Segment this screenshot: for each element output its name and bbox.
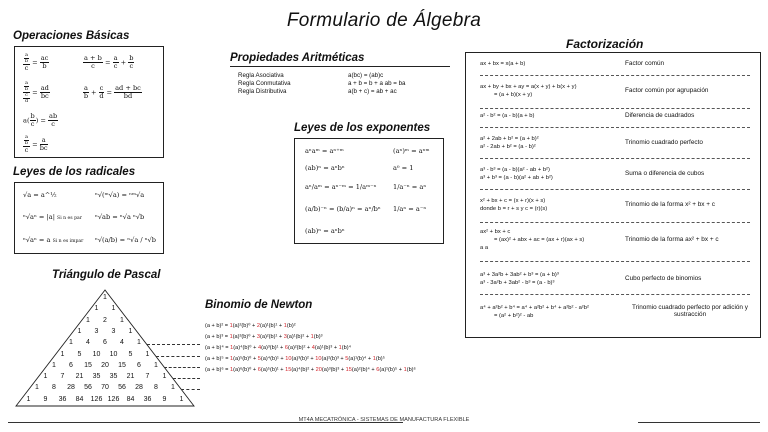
pascal-leader-line bbox=[147, 344, 200, 345]
factorization-divider bbox=[480, 127, 750, 128]
section-title-newton: Binomio de Newton bbox=[205, 299, 313, 311]
pascal-number: 36 bbox=[143, 395, 152, 403]
newton-term: (a)⁵(b)¹ + bbox=[260, 367, 286, 373]
pascal-number: 15 bbox=[118, 361, 126, 369]
factorization-formula: x² + bx + c = (x + r)(x + s) bbox=[480, 198, 546, 204]
rule-commutative-formula: a + b = b + a ab = ba bbox=[348, 80, 406, 87]
newton-coefficient: 1 bbox=[283, 323, 287, 329]
newton-coefficient: 10 bbox=[315, 356, 322, 362]
pascal-number: 5 bbox=[128, 350, 133, 358]
exponents-box bbox=[294, 138, 444, 244]
basic-formula-4: $\frac{a}{b}$ + $\frac{c}{d}$ = $\frac{ad + bc}{bd}$ bbox=[83, 84, 141, 100]
newton-term: (a)²(b)⁰ + bbox=[232, 323, 257, 329]
newton-term: (a)³(b)⁰ + bbox=[232, 334, 257, 340]
newton-coefficient: 1 bbox=[310, 334, 314, 340]
pascal-number: 1 bbox=[128, 327, 133, 335]
pascal-number: 1 bbox=[69, 339, 73, 347]
radical-law-2: ⁿ√(ᵐ√a) = ⁿᵐ√a bbox=[95, 191, 145, 199]
pascal-number: 1 bbox=[154, 361, 158, 369]
newton-term: (b)⁶ bbox=[406, 367, 416, 373]
rule-associative-formula: a(bc) = (ab)c bbox=[348, 72, 384, 79]
factorization-formula: a³ + 3a²b + 3ab² + b³ = (a + b)³ bbox=[480, 272, 559, 278]
basic-operations-box bbox=[14, 46, 164, 158]
newton-term: (a)⁴(b)¹ + bbox=[260, 356, 286, 362]
exponent-law-5: aⁿ/aᵐ = aⁿ⁻ᵐ = 1/aᵐ⁻ⁿ bbox=[305, 183, 377, 191]
factorization-method-name: Trinomio cuadrado perfecto bbox=[625, 139, 703, 146]
newton-term: (a + b)³ = bbox=[205, 334, 230, 340]
newton-term: (a + b)² = bbox=[205, 323, 230, 329]
basic-formula-1: $\frac{\frac{a}{b}}{c}$ = $\frac{ac}{b}$ bbox=[24, 52, 49, 72]
newton-term: (b)³ bbox=[313, 334, 323, 340]
newton-term: (b)⁵ bbox=[375, 356, 385, 362]
pascal-number: 8 bbox=[154, 384, 158, 392]
factorization-formula: donde b = r + s y c = (r)(s) bbox=[480, 206, 548, 212]
newton-coefficient: 1 bbox=[230, 345, 234, 351]
rule-distributive-formula: a(b + c) = ab + ac bbox=[348, 88, 397, 95]
basic-formula-2: $\frac{a + b}{c}$ = $\frac{a}{c}$ + $\frac{b}{c}$ bbox=[84, 54, 134, 70]
pascal-leader-line bbox=[156, 356, 201, 357]
factorization-formula: a² - 2ab + b² = (a - b)² bbox=[480, 144, 536, 150]
section-title-arithmetic: Propiedades Aritméticas bbox=[230, 52, 365, 64]
pascal-number: 35 bbox=[109, 373, 118, 381]
pascal-number: 21 bbox=[75, 373, 84, 381]
exponent-law-3: (ab)ⁿ = aⁿbⁿ bbox=[305, 164, 345, 172]
newton-coefficient: 15 bbox=[285, 367, 292, 373]
newton-coefficient: 1 bbox=[372, 356, 376, 362]
basic-formula-5: a( $\frac{b}{c}$ ) = $\frac{ab}{c}$ bbox=[23, 112, 58, 128]
pascal-number: 126 bbox=[107, 395, 120, 403]
newton-term: (a)⁴(b)⁰ + bbox=[233, 345, 258, 351]
factorization-formula: a⁴ + a²b² + b⁴ = a⁴ + a²b² + b⁴ + a²b² - a²b² bbox=[480, 305, 589, 311]
newton-expansion bbox=[205, 345, 351, 351]
radicals-box bbox=[14, 182, 164, 254]
arithmetic-formulas bbox=[348, 72, 405, 96]
factorization-formula: = (ax)² + abx + ac = (ax + r)(ax + s) bbox=[494, 237, 585, 243]
pascal-number: 15 bbox=[84, 361, 92, 369]
pascal-number: 4 bbox=[86, 339, 90, 347]
pascal-number: 84 bbox=[126, 395, 135, 403]
pascal-number: 6 bbox=[137, 361, 141, 369]
pascal-number: 1 bbox=[94, 305, 99, 313]
pascal-number: 10 bbox=[92, 350, 101, 358]
newton-coefficient: 1 bbox=[230, 356, 234, 362]
exponent-law-7: (a/b)⁻ⁿ = (b/a)ⁿ = aⁿ/bⁿ bbox=[305, 205, 381, 213]
pascal-number: 1 bbox=[120, 316, 124, 324]
newton-coefficient: 2 bbox=[256, 323, 260, 329]
newton-expansion bbox=[205, 367, 416, 373]
pascal-number: 8 bbox=[52, 384, 56, 392]
pascal-number: 9 bbox=[162, 395, 167, 403]
pascal-leader-line bbox=[173, 378, 201, 379]
factorization-formula: ax + by + bx + ay = a(x + y) + b(x + y) bbox=[480, 84, 577, 90]
newton-coefficient: 5 bbox=[345, 356, 349, 362]
page-title: Formulario de Álgebra bbox=[286, 10, 482, 31]
radical-law-6: ⁿ√(a/b) = ⁿ√a / ⁿ√b bbox=[95, 236, 156, 244]
factorization-method-name: Trinomio de la forma ax² + bx + c bbox=[625, 236, 719, 243]
newton-term: (a)³(b)³ + bbox=[321, 367, 346, 373]
exponent-law-6: 1/a⁻ⁿ = aⁿ bbox=[393, 183, 427, 191]
rule-associative-label: Regla Asociativa bbox=[238, 72, 284, 79]
factorization-formula: ax² + bx + c bbox=[480, 229, 511, 235]
pascal-number: 10 bbox=[109, 350, 118, 358]
newton-term: (a)¹(b)⁵ + bbox=[379, 367, 404, 373]
newton-term: (a)¹(b)⁴ + bbox=[348, 356, 373, 362]
factorization-formula: a³ + b³ = (a - b)(a² + ab + b²) bbox=[480, 175, 553, 181]
pascal-number: 1 bbox=[137, 339, 141, 347]
pascal-number: 1 bbox=[52, 361, 56, 369]
pascal-number: 1 bbox=[43, 373, 48, 381]
pascal-number: 1 bbox=[60, 350, 65, 358]
pascal-number: 36 bbox=[58, 395, 67, 403]
arithmetic-rule-line bbox=[230, 66, 450, 67]
newton-term: (a)⁵(b)⁰ + bbox=[233, 356, 258, 362]
newton-coefficient: 6 bbox=[284, 345, 288, 351]
newton-term: (a + b)⁴ = bbox=[205, 345, 231, 351]
factorization-divider bbox=[480, 108, 750, 109]
pascal-number: 28 bbox=[67, 384, 75, 392]
factorization-formula: = (a² + b²)² - ab bbox=[494, 313, 534, 319]
section-title-factorization: Factorización bbox=[566, 37, 644, 51]
newton-term: (a)⁶(b)⁰ + bbox=[233, 367, 258, 373]
section-title-basic: Operaciones Básicas bbox=[13, 30, 130, 42]
factorization-formula: ax + bx = x(a + b) bbox=[480, 61, 526, 67]
newton-term: (a)¹(b)² + bbox=[286, 334, 311, 340]
newton-term: (a)³(b)¹ + bbox=[261, 345, 285, 351]
pascal-number: 1 bbox=[162, 373, 167, 381]
newton-coefficient: 6 bbox=[376, 367, 380, 373]
pascal-number: 9 bbox=[43, 395, 48, 403]
pascal-number: 126 bbox=[90, 395, 103, 403]
newton-expansion bbox=[205, 334, 322, 340]
radical-law-3: ⁿ√aⁿ = |a| Si n es par bbox=[23, 213, 82, 221]
factorization-divider bbox=[480, 222, 750, 223]
pascal-number: 56 bbox=[118, 384, 126, 392]
newton-coefficient: 4 bbox=[311, 345, 315, 351]
pascal-leader-line bbox=[164, 367, 200, 368]
pascal-number: 7 bbox=[60, 373, 65, 381]
pascal-number: 3 bbox=[111, 327, 116, 335]
factorization-divider bbox=[480, 294, 750, 295]
factorization-formula: a² + 2ab + b² = (a + b)² bbox=[480, 136, 539, 142]
basic-formula-3: $\frac{\frac{a}{b}}{\frac{c}{d}}$ = $\frac{ad}{bc}$ bbox=[24, 80, 49, 104]
newton-term: (a)¹(b)³ + bbox=[314, 345, 339, 351]
basic-formula-6: $\frac{\frac{a}{b}}{c}$ = $\frac{a}{bc}$ bbox=[24, 134, 48, 154]
arithmetic-labels bbox=[238, 72, 291, 96]
pascal-number: 1 bbox=[26, 395, 31, 403]
pascal-leader-line bbox=[181, 389, 200, 390]
exponent-law-8: 1/aⁿ = a⁻ⁿ bbox=[393, 205, 427, 213]
newton-coefficient: 1 bbox=[230, 367, 234, 373]
newton-term: (b)⁴ bbox=[341, 345, 352, 351]
pascal-number: 6 bbox=[103, 339, 107, 347]
newton-term: (a)⁴(b)² + bbox=[291, 367, 316, 373]
newton-coefficient: 1 bbox=[229, 323, 233, 329]
section-title-radicals: Leyes de los radicales bbox=[13, 166, 136, 178]
factorization-formula: a² - b² = (a - b)(a + b) bbox=[480, 113, 535, 119]
newton-coefficient: 4 bbox=[257, 345, 262, 351]
exponent-law-4: a⁰ = 1 bbox=[393, 164, 414, 172]
newton-coefficient: 5 bbox=[257, 356, 261, 362]
factorization-method-name: Trinomio cuadrado perfecto por adición y sustracción bbox=[632, 304, 748, 318]
pascal-number: 28 bbox=[135, 384, 143, 392]
pascal-number: 84 bbox=[75, 395, 84, 403]
newton-term: (a + b)⁶ = bbox=[205, 367, 230, 373]
pascal-number: 5 bbox=[77, 350, 82, 358]
pascal-number: 35 bbox=[92, 373, 101, 381]
exponent-law-2: (aⁿ)ᵐ = aⁿᵐ bbox=[393, 147, 430, 155]
pascal-number: 1 bbox=[86, 316, 90, 324]
factorization-divider bbox=[480, 158, 750, 159]
newton-coefficient: 1 bbox=[338, 345, 342, 351]
newton-coefficient: 10 bbox=[285, 356, 292, 362]
newton-coefficient: 3 bbox=[256, 334, 260, 340]
newton-term: (a)¹(b)¹ + bbox=[259, 323, 284, 329]
newton-coefficient: 15 bbox=[345, 367, 352, 373]
footer-text: MT4A MECATRÓNICA - SISTEMAS DE MANUFACTURA FLEXIBLE bbox=[298, 417, 470, 423]
pascal-number: 1 bbox=[77, 327, 82, 335]
pascal-number: 6 bbox=[69, 361, 73, 369]
radical-law-5: ⁿ√aⁿ = a Si n es impar bbox=[23, 236, 84, 244]
factorization-divider bbox=[480, 189, 750, 190]
newton-term: (a)²(b)³ + bbox=[321, 356, 346, 362]
factorization-method-name: Factor común bbox=[625, 60, 665, 67]
factorization-method-name: Diferencia de cuadrados bbox=[625, 112, 695, 119]
factorization-formula: a a bbox=[480, 245, 489, 251]
section-title-pascal: Triángulo de Pascal bbox=[52, 269, 161, 281]
pascal-number: 4 bbox=[120, 339, 124, 347]
factorization-formula: a³ - b³ = (a - b)(a² - ab + b²) bbox=[480, 167, 550, 173]
pascal-number: 1 bbox=[145, 350, 150, 358]
newton-expansion bbox=[205, 356, 385, 362]
pascal-number: 3 bbox=[94, 327, 99, 335]
newton-term: (b)² bbox=[286, 323, 296, 329]
newton-term: (a)²(b)¹ + bbox=[259, 334, 284, 340]
factorization-method-name: Factor común por agrupación bbox=[625, 87, 709, 94]
factorization-method-name: Trinomio de la forma x² + bx + c bbox=[625, 201, 715, 208]
rule-commutative-label: Regla Conmutativa bbox=[238, 80, 291, 87]
pascal-number: 2 bbox=[103, 316, 107, 324]
factorization-divider bbox=[480, 75, 750, 76]
pascal-number: 7 bbox=[145, 373, 150, 381]
pascal-number: 1 bbox=[179, 395, 184, 403]
newton-term: (a)²(b)² + bbox=[287, 345, 312, 351]
pascal-number: 56 bbox=[84, 384, 92, 392]
pascal-number: 21 bbox=[126, 373, 135, 381]
exponent-law-1: aⁿaᵐ = aⁿ⁺ᵐ bbox=[305, 147, 344, 155]
pascal-number: 1 bbox=[35, 384, 39, 392]
factorization-formula: = (a + b)(x + y) bbox=[494, 92, 533, 98]
pascal-number: 1 bbox=[103, 294, 107, 301]
factorization-method-name: Cubo perfecto de binomios bbox=[625, 275, 702, 282]
newton-coefficient: 20 bbox=[315, 367, 322, 373]
radical-law-1: √a = a^½ bbox=[23, 191, 57, 199]
newton-coefficient: 1 bbox=[229, 334, 233, 340]
newton-term: (a)³(b)² + bbox=[291, 356, 316, 362]
section-title-exponents: Leyes de los exponentes bbox=[294, 122, 431, 134]
radical-law-4: ⁿ√ab = ⁿ√a ⁿ√b bbox=[95, 213, 145, 221]
exponent-law-9: (ab)ⁿ = aⁿbⁿ bbox=[305, 227, 345, 235]
pascal-number: 1 bbox=[171, 384, 175, 392]
newton-expansion bbox=[205, 323, 296, 329]
factorization-divider bbox=[480, 261, 750, 262]
newton-term: (a + b)⁵ = bbox=[205, 356, 231, 362]
factorization-formula: a³ - 3a²b + 3ab² - b³ = (a - b)³ bbox=[480, 280, 555, 286]
pascal-number: 20 bbox=[101, 361, 109, 369]
newton-term: (a)²(b)⁴ + bbox=[351, 367, 377, 373]
newton-coefficient: 6 bbox=[257, 367, 261, 373]
pascal-number: 1 bbox=[111, 305, 116, 313]
newton-coefficient: 1 bbox=[403, 367, 407, 373]
factorization-method-name: Suma o diferencia de cubos bbox=[625, 170, 705, 177]
newton-coefficient: 3 bbox=[283, 334, 287, 340]
rule-distributive-label: Regla Distributiva bbox=[238, 88, 287, 95]
pascal-number: 70 bbox=[101, 384, 109, 392]
